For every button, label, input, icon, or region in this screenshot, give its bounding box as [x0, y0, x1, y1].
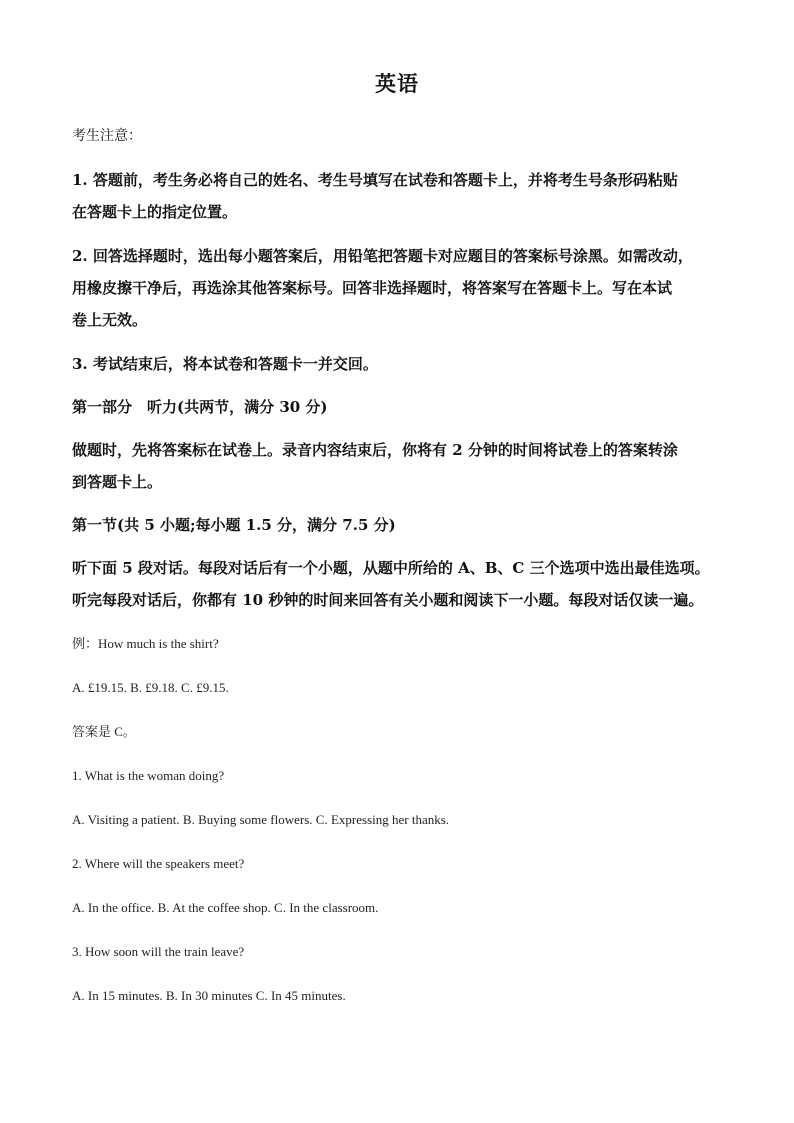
part-one-desc-line-1: 做题时，先将答案标在试卷上。录音内容结束后，你将有 2 分钟的时间将试卷上的答案转涂: [72, 441, 678, 459]
question-1-options: A. Visiting a patient. B. Buying some flowers. C. Expressing her thanks.: [72, 812, 450, 827]
question-2-options: A. In the office. B. At the coffee shop. C. In the classroom.: [72, 900, 379, 915]
example-answer: 答案是 C。: [72, 724, 136, 739]
instruction-line-5: 卷上无效。: [72, 311, 148, 329]
part-one-desc-line-2: 到答题卡上。: [72, 473, 163, 491]
instruction-line-4: 用橡皮擦干净后，再选涂其他答案标号。回答非选择题时，将答案写在答题卡上。写在本试: [72, 279, 673, 297]
example-question: 例：How much is the shirt?: [72, 636, 219, 651]
question-3: 3. How soon will the train leave?: [72, 944, 245, 959]
example-options: A. £19.15. B. £9.18. C. £9.15.: [72, 680, 229, 695]
instruction-line-6: 3. 考试结束后，将本试卷和答题卡一并交回。: [72, 355, 378, 373]
instruction-line-3: 2. 回答选择题时，选出每小题答案后，用铅笔把答题卡对应题目的答案标号涂黑。如需改动，: [72, 247, 693, 265]
question-3-options: A. In 15 minutes. B. In 30 minutes C. In 45 minutes.: [72, 988, 346, 1003]
question-2: 2. Where will the speakers meet?: [72, 856, 245, 871]
question-1: 1. What is the woman doing?: [72, 768, 225, 783]
part-one-heading: 第一部分 听力(共两节，满分 30 分): [72, 398, 328, 416]
page-content: [72, 120, 722, 1006]
section-one-heading: 第一节(共 5 小题;每小题 1.5 分，满分 7.5 分): [72, 516, 396, 534]
page-title: 英语: [375, 71, 419, 96]
instruction-line-1: 1. 答题前，考生务必将自己的姓名、考生号填写在试卷和答题卡上，并将考生号条形码粘贴: [72, 171, 678, 189]
notice-heading: 考生注意：: [72, 128, 142, 144]
section-one-desc-line-1: 听下面 5 段对话。每段对话后有一个小题，从题中所给的 A、B、C 三个选项中选出最佳选项。: [72, 559, 710, 577]
instruction-line-2: 在答题卡上的指定位置。: [72, 203, 238, 221]
section-one-desc-line-2: 听完每段对话后，你都有 10 秒钟的时间来回答有关小题和阅读下一小题。每段对话仅读一遍。: [72, 591, 704, 609]
